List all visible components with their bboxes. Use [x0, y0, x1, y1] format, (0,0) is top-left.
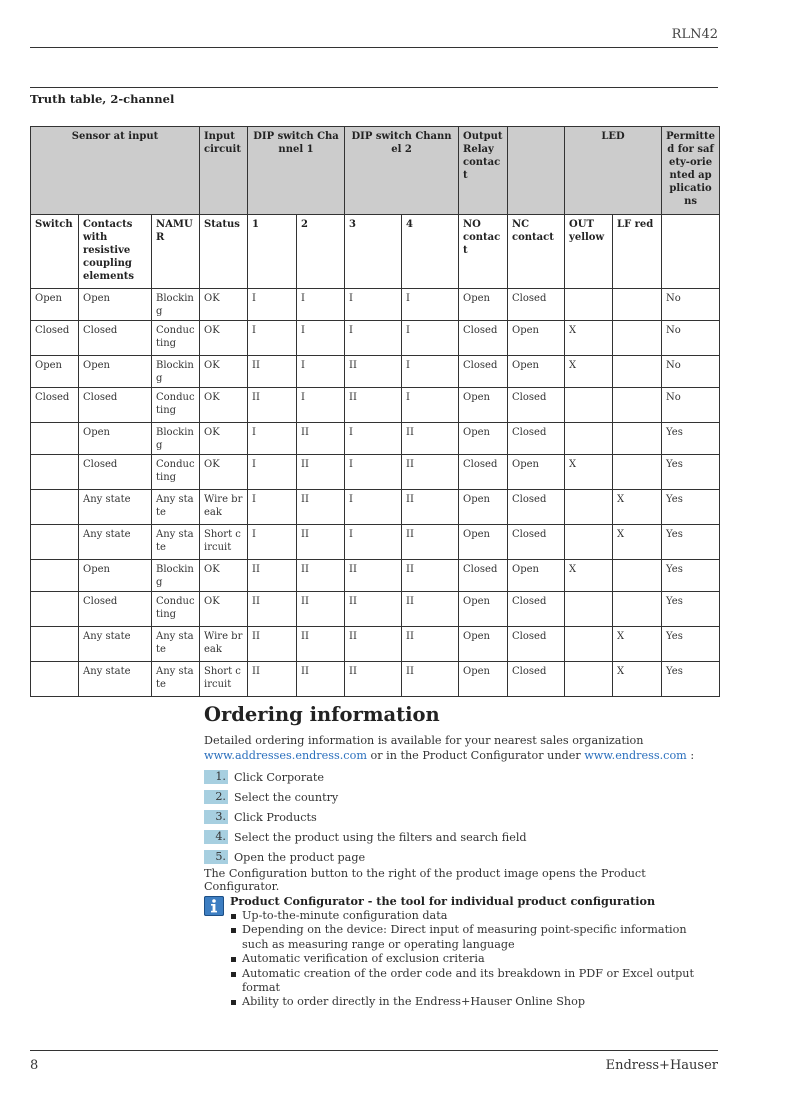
table-cell: OK: [200, 388, 248, 423]
step-item: [204, 807, 527, 827]
table-cell: Any state: [79, 662, 152, 697]
page-number: 8: [30, 1058, 39, 1073]
table-cell: [613, 289, 662, 321]
table-header-row-1: [31, 127, 720, 215]
table-cell: X: [613, 627, 662, 662]
table-cell: Closed: [459, 321, 508, 356]
table-cell: II: [402, 592, 459, 627]
table-cell: II: [248, 560, 297, 592]
table-cell: Closed: [508, 662, 565, 697]
table-cell: Closed: [508, 490, 565, 525]
step-text: Open the product page: [234, 850, 366, 864]
ordering-heading: Ordering information: [204, 703, 440, 726]
bullet-item: Depending on the device: Direct input of measuring point-specific information such as measuring range or operating language: [230, 923, 700, 952]
table-cell: II: [402, 627, 459, 662]
table-cell: Blocking: [152, 289, 200, 321]
table-row: [31, 662, 720, 697]
subheader-cell: 1: [248, 215, 297, 289]
step-number: 3.: [204, 810, 228, 824]
header-dip-channel-2: DIP switch Channel 2: [345, 127, 459, 215]
table-cell: X: [565, 560, 613, 592]
configurator-note: The Configuration button to the right of the product image opens the Product Configurator.: [204, 867, 646, 893]
table-row: [31, 592, 720, 627]
subheader-cell: 2: [297, 215, 345, 289]
table-cell: [31, 560, 79, 592]
table-row: [31, 627, 720, 662]
step-text: Select the product using the filters and search field: [234, 830, 527, 844]
table-cell: Open: [508, 560, 565, 592]
step-item: [204, 827, 527, 847]
table-cell: Closed: [508, 388, 565, 423]
table-cell: II: [297, 560, 345, 592]
table-cell: II: [248, 592, 297, 627]
header-output-relay: Output Relay contact: [459, 127, 508, 215]
header-sensor-at-input: Sensor at input: [31, 127, 200, 215]
table-cell: [565, 592, 613, 627]
table-cell: [613, 356, 662, 388]
table-cell: Closed: [79, 592, 152, 627]
table-cell: [31, 455, 79, 490]
intro-text: or in the Product Configurator under: [366, 748, 585, 762]
table-cell: Any state: [79, 490, 152, 525]
table-cell: I: [402, 289, 459, 321]
table-cell: [613, 592, 662, 627]
truth-table-body: [31, 289, 720, 697]
section-rule: [30, 87, 718, 88]
table-cell: Closed: [79, 388, 152, 423]
table-cell: Yes: [662, 525, 720, 560]
step-item: [204, 847, 527, 867]
table-cell: Closed: [79, 321, 152, 356]
step-number: 1.: [204, 770, 228, 784]
step-item: [204, 787, 527, 807]
table-title: Truth table, 2-channel: [30, 92, 175, 106]
subheader-cell: Switch: [31, 215, 79, 289]
brand-name: Endress+Hauser: [605, 1058, 718, 1073]
table-cell: Open: [79, 423, 152, 455]
table-row: [31, 560, 720, 592]
table-cell: OK: [200, 423, 248, 455]
table-cell: [565, 423, 613, 455]
table-row: [31, 455, 720, 490]
table-cell: OK: [200, 592, 248, 627]
table-cell: I: [345, 525, 402, 560]
table-cell: Closed: [79, 455, 152, 490]
table-cell: II: [248, 388, 297, 423]
table-cell: Closed: [508, 525, 565, 560]
table-cell: I: [345, 490, 402, 525]
table-cell: Yes: [662, 662, 720, 697]
table-cell: [613, 423, 662, 455]
table-row: [31, 423, 720, 455]
table-cell: No: [662, 388, 720, 423]
table-cell: X: [565, 356, 613, 388]
bullet-item: Up-to-the-minute configuration data: [230, 909, 700, 923]
table-cell: X: [613, 662, 662, 697]
table-cell: [565, 490, 613, 525]
table-cell: OK: [200, 356, 248, 388]
table-cell: II: [248, 662, 297, 697]
table-cell: II: [248, 356, 297, 388]
table-cell: I: [345, 289, 402, 321]
step-text: Click Corporate: [234, 770, 324, 784]
table-cell: OK: [200, 289, 248, 321]
table-cell: Closed: [459, 356, 508, 388]
step-item: [204, 767, 527, 787]
table-cell: [31, 592, 79, 627]
table-cell: [565, 627, 613, 662]
table-cell: I: [248, 289, 297, 321]
table-cell: Any state: [79, 627, 152, 662]
table-cell: Closed: [508, 423, 565, 455]
table-cell: Open: [459, 423, 508, 455]
table-cell: Closed: [459, 560, 508, 592]
table-cell: [31, 662, 79, 697]
table-cell: I: [402, 388, 459, 423]
subheader-cell: 4: [402, 215, 459, 289]
ordering-intro: [204, 734, 704, 763]
table-cell: X: [565, 455, 613, 490]
table-cell: X: [613, 525, 662, 560]
table-cell: No: [662, 321, 720, 356]
table-cell: II: [297, 455, 345, 490]
table-cell: [565, 662, 613, 697]
table-cell: Open: [79, 356, 152, 388]
table-cell: Blocking: [152, 560, 200, 592]
footer-rule: [30, 1050, 718, 1051]
ordering-steps: [204, 767, 527, 867]
table-cell: II: [297, 627, 345, 662]
table-cell: [31, 490, 79, 525]
table-cell: [565, 388, 613, 423]
table-cell: I: [345, 321, 402, 356]
table-cell: No: [662, 356, 720, 388]
table-cell: Closed: [459, 455, 508, 490]
table-cell: Any state: [152, 627, 200, 662]
table-cell: II: [297, 525, 345, 560]
table-cell: OK: [200, 455, 248, 490]
info-bullet-list: [230, 909, 700, 1010]
table-cell: Open: [508, 356, 565, 388]
endress-link[interactable]: www.endress.com: [584, 748, 687, 762]
table-cell: Open: [31, 289, 79, 321]
table-cell: I: [248, 455, 297, 490]
table-cell: Open: [459, 525, 508, 560]
info-title: Product Configurator - the tool for individual product configuration: [230, 894, 656, 908]
subheader-cell: Status: [200, 215, 248, 289]
table-cell: No: [662, 289, 720, 321]
table-cell: Wire break: [200, 627, 248, 662]
table-cell: II: [402, 560, 459, 592]
table-cell: Open: [459, 388, 508, 423]
table-cell: Any state: [152, 490, 200, 525]
table-cell: Short circuit: [200, 662, 248, 697]
table-cell: Conducting: [152, 321, 200, 356]
table-cell: Open: [508, 455, 565, 490]
info-icon-glyph: [204, 896, 224, 916]
table-cell: Yes: [662, 592, 720, 627]
table-cell: II: [345, 560, 402, 592]
subheader-cell: OUT yellow: [565, 215, 613, 289]
step-text: Click Products: [234, 810, 317, 824]
table-cell: Open: [459, 627, 508, 662]
table-cell: I: [297, 289, 345, 321]
table-cell: I: [345, 455, 402, 490]
table-cell: Closed: [31, 321, 79, 356]
table-cell: I: [248, 423, 297, 455]
table-cell: II: [297, 423, 345, 455]
intro-text: :: [686, 748, 695, 762]
table-cell: Any state: [152, 525, 200, 560]
table-cell: Yes: [662, 490, 720, 525]
table-cell: Open: [31, 356, 79, 388]
table-cell: II: [402, 423, 459, 455]
table-cell: II: [345, 627, 402, 662]
table-cell: X: [613, 490, 662, 525]
table-cell: Closed: [508, 627, 565, 662]
info-icon: [204, 896, 224, 916]
table-cell: I: [297, 356, 345, 388]
table-cell: Open: [508, 321, 565, 356]
subheader-cell: NAMUR: [152, 215, 200, 289]
table-cell: Closed: [508, 592, 565, 627]
header-permitted: Permitted for safety-oriented applications: [662, 127, 720, 215]
table-cell: Blocking: [152, 423, 200, 455]
table-cell: [613, 388, 662, 423]
table-cell: II: [402, 662, 459, 697]
table-cell: [613, 455, 662, 490]
table-cell: Open: [79, 289, 152, 321]
header-led: LED: [565, 127, 662, 215]
table-cell: Conducting: [152, 388, 200, 423]
table-cell: [565, 289, 613, 321]
table-cell: II: [345, 388, 402, 423]
step-number: 2.: [204, 790, 228, 804]
table-cell: I: [402, 356, 459, 388]
table-cell: II: [297, 662, 345, 697]
header-input-circuit: Input circuit: [200, 127, 248, 215]
table-cell: Open: [459, 592, 508, 627]
table-cell: II: [402, 525, 459, 560]
table-cell: Open: [459, 662, 508, 697]
table-cell: [613, 321, 662, 356]
table-row: [31, 356, 720, 388]
header-rule: [30, 47, 718, 48]
table-cell: Conducting: [152, 592, 200, 627]
table-cell: Any state: [79, 525, 152, 560]
table-cell: I: [297, 321, 345, 356]
table-cell: II: [297, 490, 345, 525]
table-cell: [31, 525, 79, 560]
bullet-item: Ability to order directly in the Endress+Hauser Online Shop: [230, 995, 700, 1009]
subheader-cell: 3: [345, 215, 402, 289]
table-cell: II: [345, 356, 402, 388]
table-row: [31, 490, 720, 525]
table-cell: [565, 525, 613, 560]
table-cell: OK: [200, 321, 248, 356]
step-text: Select the country: [234, 790, 339, 804]
table-cell: Yes: [662, 455, 720, 490]
table-cell: Closed: [508, 289, 565, 321]
table-cell: I: [297, 388, 345, 423]
table-cell: [31, 423, 79, 455]
table-cell: Open: [459, 490, 508, 525]
table-row: [31, 289, 720, 321]
subheader-cell: NC contact: [508, 215, 565, 289]
document-code: RLN42: [671, 27, 718, 42]
table-row: [31, 388, 720, 423]
table-cell: II: [297, 592, 345, 627]
table-row: [31, 321, 720, 356]
table-cell: Wire break: [200, 490, 248, 525]
table-cell: Open: [79, 560, 152, 592]
table-cell: Yes: [662, 560, 720, 592]
step-number: 4.: [204, 830, 228, 844]
table-cell: Closed: [31, 388, 79, 423]
table-cell: I: [248, 525, 297, 560]
table-cell: X: [565, 321, 613, 356]
intro-text: Detailed ordering information is available for your nearest sales organization: [204, 734, 644, 747]
truth-table: [30, 126, 720, 697]
table-cell: Short circuit: [200, 525, 248, 560]
table-row: [31, 525, 720, 560]
table-cell: Blocking: [152, 356, 200, 388]
table-cell: Any state: [152, 662, 200, 697]
table-cell: I: [345, 423, 402, 455]
table-cell: II: [402, 455, 459, 490]
table-cell: Conducting: [152, 455, 200, 490]
table-cell: Yes: [662, 627, 720, 662]
subheader-cell: [662, 215, 720, 289]
addresses-link[interactable]: www.addresses.endress.com: [204, 748, 367, 762]
table-header-row-2: [31, 215, 720, 289]
bullet-item: Automatic creation of the order code and its breakdown in PDF or Excel output format: [230, 967, 700, 996]
subheader-cell: LF red: [613, 215, 662, 289]
table-cell: Open: [459, 289, 508, 321]
subheader-cell: Contacts with resistive coupling elements: [79, 215, 152, 289]
table-cell: I: [248, 321, 297, 356]
table-cell: I: [248, 490, 297, 525]
table-cell: [613, 560, 662, 592]
table-cell: I: [402, 321, 459, 356]
table-cell: OK: [200, 560, 248, 592]
header-dip-channel-1: DIP switch Channel 1: [248, 127, 345, 215]
step-number: 5.: [204, 850, 228, 864]
table-cell: [31, 627, 79, 662]
table-cell: II: [248, 627, 297, 662]
table-cell: II: [402, 490, 459, 525]
table-cell: II: [345, 662, 402, 697]
table-cell: II: [345, 592, 402, 627]
header-blank: [508, 127, 565, 215]
bullet-item: Automatic verification of exclusion criteria: [230, 952, 700, 966]
table-cell: Yes: [662, 423, 720, 455]
subheader-cell: NO contact: [459, 215, 508, 289]
